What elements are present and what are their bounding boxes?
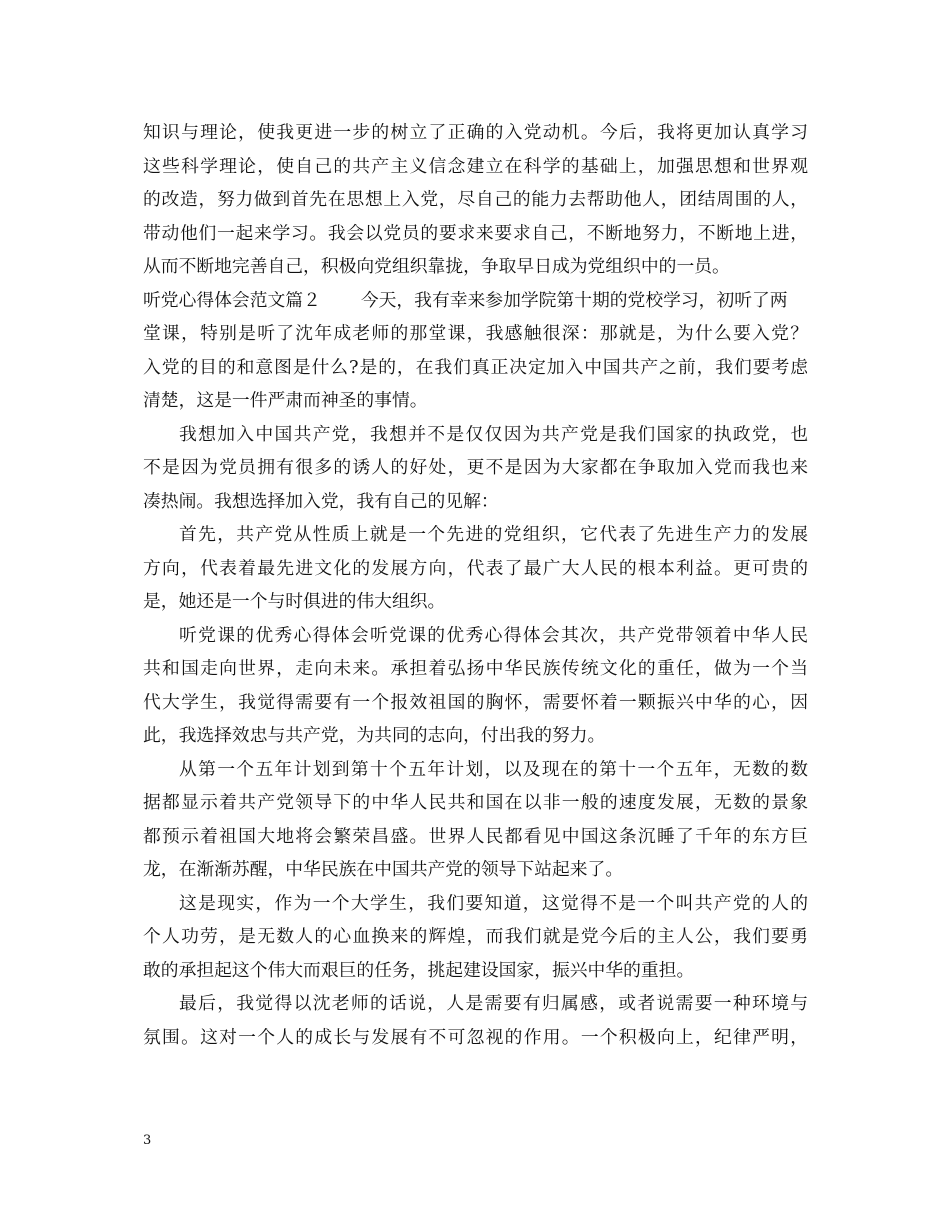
section-first-text: 今天，我有幸来参加学院第十期的党校学习，初听了两 (360, 289, 788, 311)
text-line: 堂课，特别是听了沈年成老师的那堂课，我感触很深：那就是，为什么要入党？ (143, 323, 808, 344)
text-line: 凑热闹。我想选择加入党，我有自己的见解： (143, 490, 499, 512)
text-line: 带动他们一起来学习。我会以党员的要求来要求自己，不断地努力，不断地上进， (143, 222, 808, 244)
text-line: 从第一个五年计划到第十个五年计划，以及现在的第十一个五年，无数的数 (179, 758, 808, 780)
text-line: 不是因为党员拥有很多的诱人的好处，更不是因为大家都在争取加入党而我也来 (143, 457, 808, 478)
text-line: 龙，在渐渐苏醒，中华民族在中国共产党的领导下站起来了。 (143, 859, 624, 880)
text-line: 的改造，努力做到首先在思想上入党，尽自己的能力去帮助他人，团结周围的人， (143, 189, 808, 210)
text-line: 据都显示着共产党领导下的中华人民共和国在以非一般的速度发展，无数的景象 (143, 792, 808, 813)
text-line: 我想加入中国共产党，我想并不是仅仅因为共产党是我们国家的执政党，也 (179, 423, 808, 445)
text-line: 个人功劳，是无数人的心血换来的辉煌，而我们就是党今后的主人公，我们要勇 (143, 926, 808, 947)
text-line: 此，我选择效忠与共产党，为共同的志向，付出我的努力。 (143, 725, 606, 746)
text-line: 知识与理论，使我更进一步的树立了正确的入党动机。今后，我将更加认真学习 (143, 122, 808, 143)
text-line: 代大学生，我觉得需要有一个报效祖国的胸怀，需要怀着一颗振兴中华的心，因 (143, 691, 808, 713)
text-line: 氛围。这对一个人的成长与发展有不可忽视的作用。一个积极向上，纪律严明， (143, 1026, 808, 1048)
text-line: 听党课的优秀心得体会听党课的优秀心得体会其次，共产党带领着中华人民 (179, 624, 808, 646)
text-line: 都预示着祖国大地将会繁荣昌盛。世界人民都看见中国这条沉睡了千年的东方巨 (143, 825, 808, 847)
text-line: 这些科学理论，使自己的共产主义信念建立在科学的基础上，加强思想和世界观 (143, 155, 808, 177)
paragraph-group (143, 317, 808, 1054)
text-line: 入党的目的和意图是什么?是的，在我们真正决定加入中国共产之前，我们要考虑 (143, 356, 808, 378)
section-title: 听党心得体会范文篇２ (143, 289, 321, 311)
document-body (143, 116, 808, 1054)
text-line: 最后，我觉得以沈老师的话说，人是需要有归属感，或者说需要一种环境与 (179, 993, 808, 1014)
page-number: 3 (143, 1133, 152, 1148)
text-line: 首先，共产党从性质上就是一个先进的党组织，它代表了先进生产力的发展 (179, 524, 808, 545)
section-heading-line (143, 284, 808, 318)
text-line: 是，她还是一个与时俱进的伟大组织。 (143, 591, 446, 612)
text-line: 共和国走向世界，走向未来。承担着弘扬中华民族传统文化的重任，做为一个当 (143, 658, 808, 679)
text-line: 方向，代表着最先进文化的发展方向，代表了最广大人民的根本利益。更可贵的 (143, 557, 808, 579)
text-line: 清楚，这是一件严肃而神圣的事情。 (143, 390, 428, 411)
text-line: 从而不断地完善自己，积极向党组织靠拢，争取早日成为党组织中的一员。 (143, 256, 730, 277)
text-line: 敢的承担起这个伟大而艰巨的任务，挑起建设国家，振兴中华的重担。 (143, 959, 695, 981)
text-line: 这是现实，作为一个大学生，我们要知道，这觉得不是一个叫共产党的人的 (179, 892, 808, 914)
